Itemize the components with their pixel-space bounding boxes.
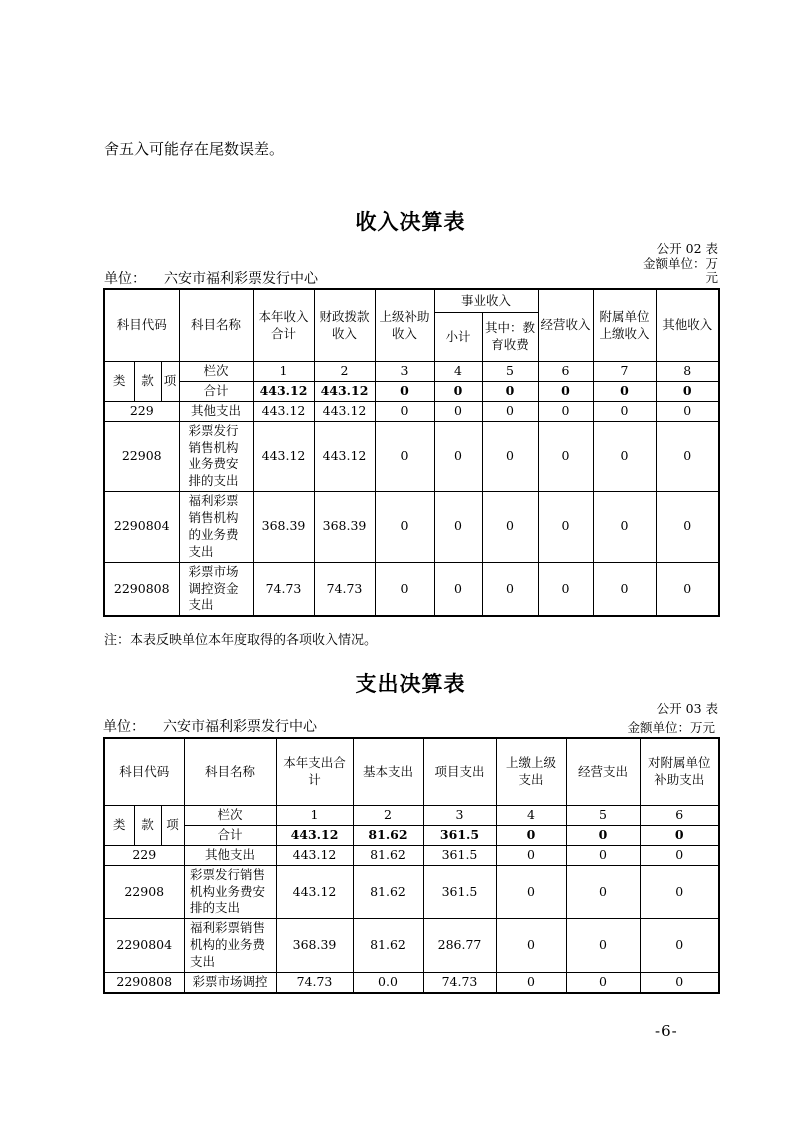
header-operating: 经营支出 bbox=[566, 738, 640, 806]
lanci-cell: 6 bbox=[538, 362, 593, 382]
value-cell: 0 bbox=[593, 421, 656, 492]
value-cell: 0 bbox=[640, 919, 719, 973]
value-cell: 0 bbox=[482, 421, 538, 492]
income-header-row bbox=[104, 289, 719, 313]
value-cell: 443.12 bbox=[314, 401, 375, 421]
expenditure-table-title: 支出决算表 bbox=[355, 672, 466, 696]
expenditure-header-row bbox=[104, 738, 719, 806]
code-item: 项 bbox=[161, 806, 184, 846]
subject-code-cell: 22908 bbox=[104, 421, 179, 492]
header-business-income-group: 事业收入 bbox=[434, 289, 538, 313]
expenditure-sheet-no: 公开 03 表 bbox=[656, 701, 718, 716]
value-cell: 0 bbox=[538, 562, 593, 616]
header-project: 项目支出 bbox=[423, 738, 496, 806]
value-cell: 0 bbox=[566, 845, 640, 865]
value-cell: 0 bbox=[640, 972, 719, 992]
value-cell: 0 bbox=[656, 421, 719, 492]
total-label: 合计 bbox=[179, 381, 253, 401]
intro-text: 舍五入可能存在尾数误差。 bbox=[104, 140, 285, 158]
value-cell: 0 bbox=[482, 562, 538, 616]
lanci-cell: 5 bbox=[482, 362, 538, 382]
org-label: 单位： bbox=[103, 719, 145, 735]
header-education-fee: 其中：教育收费 bbox=[482, 313, 538, 362]
table-row bbox=[104, 919, 719, 973]
header-remit-superior: 上缴上级支出 bbox=[496, 738, 566, 806]
lanci-cell: 2 bbox=[314, 362, 375, 382]
lanci-cell: 5 bbox=[566, 806, 640, 826]
lanci-cell: 4 bbox=[434, 362, 482, 382]
value-cell: 0 bbox=[538, 492, 593, 563]
value-cell: 74.73 bbox=[423, 972, 496, 992]
org-label: 单位： bbox=[104, 271, 146, 287]
table-row bbox=[104, 865, 719, 919]
header-subtotal: 小计 bbox=[434, 313, 482, 362]
value-cell: 0 bbox=[434, 421, 482, 492]
subject-name-cell: 福利彩票销售机构的业务费支出 bbox=[179, 492, 253, 563]
subject-name-cell: 彩票市场调控资金支出 bbox=[179, 562, 253, 616]
table-row bbox=[104, 421, 719, 492]
header-subject-code: 科目代码 bbox=[104, 289, 179, 362]
value-cell: 361.5 bbox=[423, 865, 496, 919]
header-affiliated-remit: 附属单位上缴收入 bbox=[593, 289, 656, 362]
code-class: 类 bbox=[104, 806, 134, 846]
subject-name-cell: 彩票发行销售机构业务费安排的支出 bbox=[179, 421, 253, 492]
value-cell: 0 bbox=[375, 562, 434, 616]
org-line-left bbox=[103, 716, 317, 736]
code-item: 项 bbox=[161, 362, 179, 402]
header-basic: 基本支出 bbox=[353, 738, 423, 806]
value-cell: 0 bbox=[434, 562, 482, 616]
value-cell: 368.39 bbox=[314, 492, 375, 563]
subject-name-cell: 彩票市场调控 bbox=[184, 972, 276, 992]
subject-code-cell: 229 bbox=[104, 845, 184, 865]
value-cell: 0 bbox=[656, 401, 719, 421]
value-cell: 0 bbox=[640, 845, 719, 865]
total-cell: 0 bbox=[375, 381, 434, 401]
value-cell: 0 bbox=[375, 401, 434, 421]
value-cell: 81.62 bbox=[353, 845, 423, 865]
value-cell: 81.62 bbox=[353, 919, 423, 973]
code-section: 款 bbox=[134, 806, 161, 846]
value-cell: 443.12 bbox=[253, 421, 314, 492]
code-section: 款 bbox=[134, 362, 161, 402]
value-cell: 81.62 bbox=[353, 865, 423, 919]
income-total-row bbox=[104, 381, 719, 401]
total-cell: 0 bbox=[434, 381, 482, 401]
value-cell: 0 bbox=[496, 865, 566, 919]
subject-code-cell: 2290804 bbox=[104, 492, 179, 563]
subject-code-cell: 2290808 bbox=[104, 972, 184, 992]
value-cell: 0 bbox=[566, 972, 640, 992]
total-label: 合计 bbox=[184, 825, 276, 845]
total-cell: 361.5 bbox=[423, 825, 496, 845]
value-cell: 0 bbox=[496, 972, 566, 992]
value-cell: 0 bbox=[656, 562, 719, 616]
value-cell: 0 bbox=[482, 401, 538, 421]
value-cell: 0 bbox=[593, 562, 656, 616]
income-org-line bbox=[104, 268, 318, 288]
org-name: 六安市福利彩票发行中心 bbox=[164, 271, 318, 287]
total-cell: 0 bbox=[496, 825, 566, 845]
code-class: 类 bbox=[104, 362, 134, 402]
total-cell: 443.12 bbox=[253, 381, 314, 401]
org-name: 六安市福利彩票发行中心 bbox=[163, 719, 317, 735]
table-row bbox=[104, 845, 719, 865]
table-row bbox=[104, 492, 719, 563]
value-cell: 0 bbox=[434, 492, 482, 563]
value-cell: 368.39 bbox=[253, 492, 314, 563]
table-row bbox=[104, 401, 719, 421]
page-number: -6- bbox=[655, 1022, 678, 1040]
lanci-label: 栏次 bbox=[179, 362, 253, 382]
subject-code-cell: 229 bbox=[104, 401, 179, 421]
lanci-cell: 6 bbox=[640, 806, 719, 826]
total-cell: 443.12 bbox=[276, 825, 353, 845]
header-other: 其他收入 bbox=[656, 289, 719, 362]
header-year-total: 本年支出合计 bbox=[276, 738, 353, 806]
value-cell: 74.73 bbox=[276, 972, 353, 992]
value-cell: 0 bbox=[593, 492, 656, 563]
header-operating: 经营收入 bbox=[538, 289, 593, 362]
income-table bbox=[103, 288, 720, 617]
value-cell: 0 bbox=[538, 401, 593, 421]
lanci-cell: 4 bbox=[496, 806, 566, 826]
subject-code-cell: 2290804 bbox=[104, 919, 184, 973]
value-cell: 0 bbox=[375, 492, 434, 563]
subject-name-cell: 其他支出 bbox=[179, 401, 253, 421]
total-cell: 0 bbox=[538, 381, 593, 401]
total-cell: 0 bbox=[656, 381, 719, 401]
total-cell: 81.62 bbox=[353, 825, 423, 845]
header-year-total: 本年收入合计 bbox=[253, 289, 314, 362]
value-cell: 0 bbox=[566, 919, 640, 973]
header-superior-subsidy: 上级补助收入 bbox=[375, 289, 434, 362]
lanci-label: 栏次 bbox=[184, 806, 276, 826]
value-cell: 368.39 bbox=[276, 919, 353, 973]
value-cell: 0 bbox=[656, 492, 719, 563]
value-cell: 0.0 bbox=[353, 972, 423, 992]
income-sheet-no: 公开 02 表 bbox=[656, 241, 718, 256]
subject-code-cell: 2290808 bbox=[104, 562, 179, 616]
header-subject-name: 科目名称 bbox=[179, 289, 253, 362]
table-row bbox=[104, 972, 719, 992]
lanci-cell: 7 bbox=[593, 362, 656, 382]
lanci-cell: 2 bbox=[353, 806, 423, 826]
lanci-cell: 1 bbox=[276, 806, 353, 826]
value-cell: 0 bbox=[482, 492, 538, 563]
value-cell: 361.5 bbox=[423, 845, 496, 865]
total-cell: 0 bbox=[482, 381, 538, 401]
table-row bbox=[104, 562, 719, 616]
value-cell: 443.12 bbox=[276, 865, 353, 919]
header-affiliated-subsidy: 对附属单位补助支出 bbox=[640, 738, 719, 806]
income-amount-unit: 金额单位：万元 bbox=[642, 255, 718, 285]
value-cell: 0 bbox=[538, 421, 593, 492]
value-cell: 0 bbox=[593, 401, 656, 421]
value-cell: 0 bbox=[566, 865, 640, 919]
value-cell: 0 bbox=[375, 421, 434, 492]
income-lanci-row bbox=[104, 362, 719, 382]
expenditure-total-row bbox=[104, 825, 719, 845]
lanci-cell: 3 bbox=[423, 806, 496, 826]
header-subject-code: 科目代码 bbox=[104, 738, 184, 806]
total-cell: 0 bbox=[593, 381, 656, 401]
subject-name-cell: 其他支出 bbox=[184, 845, 276, 865]
value-cell: 74.73 bbox=[314, 562, 375, 616]
expenditure-lanci-row bbox=[104, 806, 719, 826]
total-cell: 0 bbox=[640, 825, 719, 845]
header-subject-name: 科目名称 bbox=[184, 738, 276, 806]
subject-code-cell: 22908 bbox=[104, 865, 184, 919]
expenditure-amount-unit: 金额单位：万元 bbox=[627, 720, 715, 735]
lanci-cell: 8 bbox=[656, 362, 719, 382]
total-cell: 443.12 bbox=[314, 381, 375, 401]
value-cell: 443.12 bbox=[253, 401, 314, 421]
income-table-title: 收入决算表 bbox=[355, 210, 466, 234]
lanci-cell: 3 bbox=[375, 362, 434, 382]
subject-name-cell: 福利彩票销售机构的业务费支出 bbox=[184, 919, 276, 973]
value-cell: 0 bbox=[640, 865, 719, 919]
income-table-note: 注：本表反映单位本年度取得的各项收入情况。 bbox=[104, 633, 378, 648]
value-cell: 0 bbox=[496, 845, 566, 865]
expenditure-table bbox=[103, 737, 720, 994]
subject-name-cell: 彩票发行销售机构业务费安排的支出 bbox=[184, 865, 276, 919]
value-cell: 74.73 bbox=[253, 562, 314, 616]
value-cell: 443.12 bbox=[314, 421, 375, 492]
value-cell: 286.77 bbox=[423, 919, 496, 973]
value-cell: 443.12 bbox=[276, 845, 353, 865]
header-fiscal: 财政拨款收入 bbox=[314, 289, 375, 362]
lanci-cell: 1 bbox=[253, 362, 314, 382]
value-cell: 0 bbox=[496, 919, 566, 973]
total-cell: 0 bbox=[566, 825, 640, 845]
value-cell: 0 bbox=[434, 401, 482, 421]
expenditure-org-line bbox=[103, 716, 715, 736]
